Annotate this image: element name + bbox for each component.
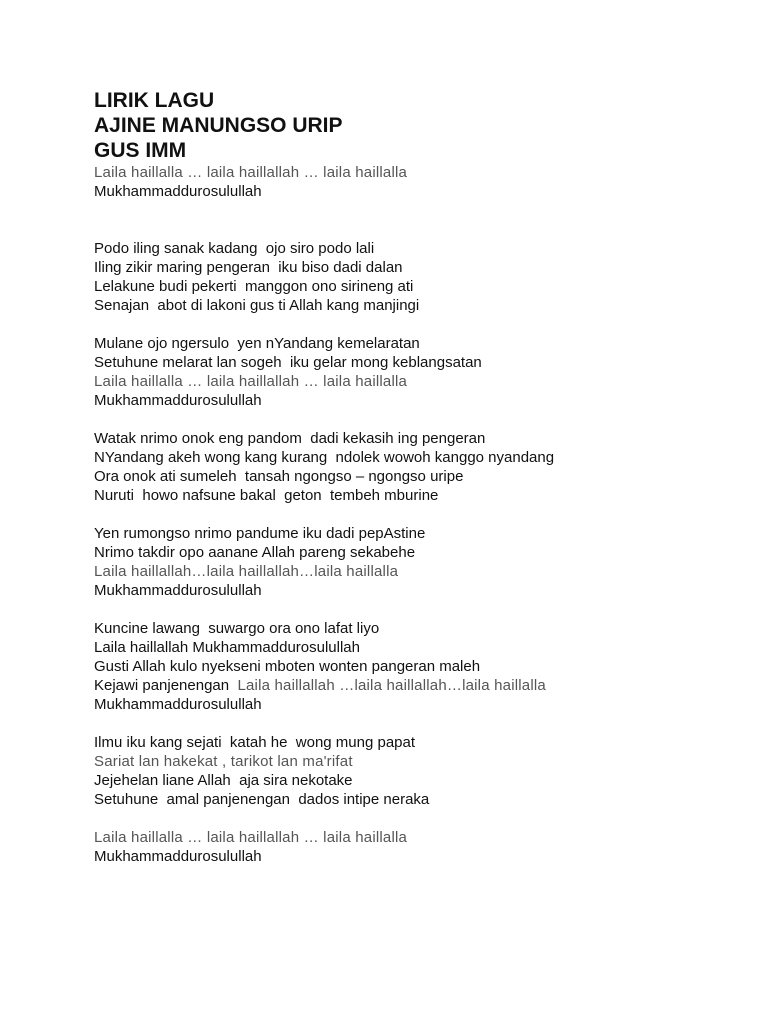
spacer bbox=[94, 505, 734, 524]
lyric-line: Nrimo takdir opo aanane Allah pareng sekabehe bbox=[94, 544, 416, 561]
spacer bbox=[94, 410, 734, 429]
spacer bbox=[94, 315, 734, 334]
lyric-line: Lelakune budi pekerti manggon ono sirineng ati bbox=[94, 278, 414, 295]
verse-1 bbox=[94, 239, 734, 315]
lyric-line: Iling zikir maring pengeran iku biso dadi dalan bbox=[94, 259, 403, 276]
lyric-line: Mulane ojo ngersulo yen nYandang kemelaratan bbox=[94, 335, 420, 352]
spacer bbox=[94, 201, 734, 239]
closing-line: Mukhammaddurosulullah bbox=[94, 582, 262, 599]
intro-chorus bbox=[94, 163, 734, 201]
lyric-line: Kuncine lawang suwargo ora ono lafat liyo bbox=[94, 620, 380, 637]
document-title bbox=[94, 88, 734, 163]
lyric-line: Senajan abot di lakoni gus ti Allah kang manjingi bbox=[94, 297, 420, 314]
refrain-line: Laila haillalla … laila haillallah … laila haillalla bbox=[94, 373, 408, 390]
lyric-line: Podo iling sanak kadang ojo siro podo lali bbox=[94, 240, 375, 257]
lyric-line: Ora onok ati sumeleh tansah ngongso – ngongso uripe bbox=[94, 468, 464, 485]
lyric-line: NYandang akeh wong kang kurang ndolek wowoh kanggo nyandang bbox=[94, 449, 555, 466]
closing-line: Mukhammaddurosulullah bbox=[94, 392, 262, 409]
lyric-line: Gusti Allah kulo nyekseni mboten wonten pangeran maleh bbox=[94, 658, 481, 675]
spacer bbox=[94, 809, 734, 828]
lyric-line: Setuhune melarat lan sogeh iku gelar mong keblangsatan bbox=[94, 354, 482, 371]
lyric-line: Laila haillallah Mukhammaddurosulullah bbox=[94, 639, 360, 656]
verse-3 bbox=[94, 429, 734, 505]
refrain-line: Laila haillalla … laila haillallah … laila haillalla bbox=[94, 829, 408, 846]
refrain-line: Laila haillalla … laila haillallah … laila haillalla bbox=[94, 164, 408, 181]
lyric-line: Jejehelan liane Allah aja sira nekotake bbox=[94, 772, 353, 789]
closing-line: Mukhammaddurosulullah bbox=[94, 848, 262, 865]
title-line-1: LIRIK LAGU bbox=[94, 89, 215, 112]
lyric-line: Yen rumongso nrimo pandume iku dadi pepAstine bbox=[94, 525, 426, 542]
lyric-line: Nuruti howo nafsune bakal geton tembeh mburine bbox=[94, 487, 439, 504]
lyric-line: Ilmu iku kang sejati katah he wong mung papat bbox=[94, 734, 416, 751]
lyric-line: Setuhune amal panjenengan dados intipe neraka bbox=[94, 791, 430, 808]
closing-line: Mukhammaddurosulullah bbox=[94, 183, 262, 200]
verse-5 bbox=[94, 619, 734, 714]
verse-4 bbox=[94, 524, 734, 600]
lyric-lead: Kejawi panjenengan bbox=[94, 677, 238, 694]
spacer bbox=[94, 714, 734, 733]
lyric-line-light: Sariat lan hakekat , tarikot lan ma'rifat bbox=[94, 753, 353, 770]
outro-chorus bbox=[94, 828, 734, 866]
lyrics-document bbox=[94, 88, 734, 866]
mixed-lyric-line bbox=[94, 676, 734, 695]
refrain-inline: Laila haillallah …laila haillallah…laila haillalla bbox=[237, 677, 546, 694]
closing-line: Mukhammaddurosulullah bbox=[94, 696, 262, 713]
spacer bbox=[94, 600, 734, 619]
verse-6 bbox=[94, 733, 734, 809]
title-line-3: GUS IMM bbox=[94, 139, 187, 162]
title-line-2: AJINE MANUNGSO URIP bbox=[94, 114, 343, 137]
verse-2 bbox=[94, 334, 734, 410]
refrain-line: Laila haillallah…laila haillallah…laila haillalla bbox=[94, 563, 399, 580]
lyric-line: Watak nrimo onok eng pandom dadi kekasih ing pengeran bbox=[94, 430, 486, 447]
